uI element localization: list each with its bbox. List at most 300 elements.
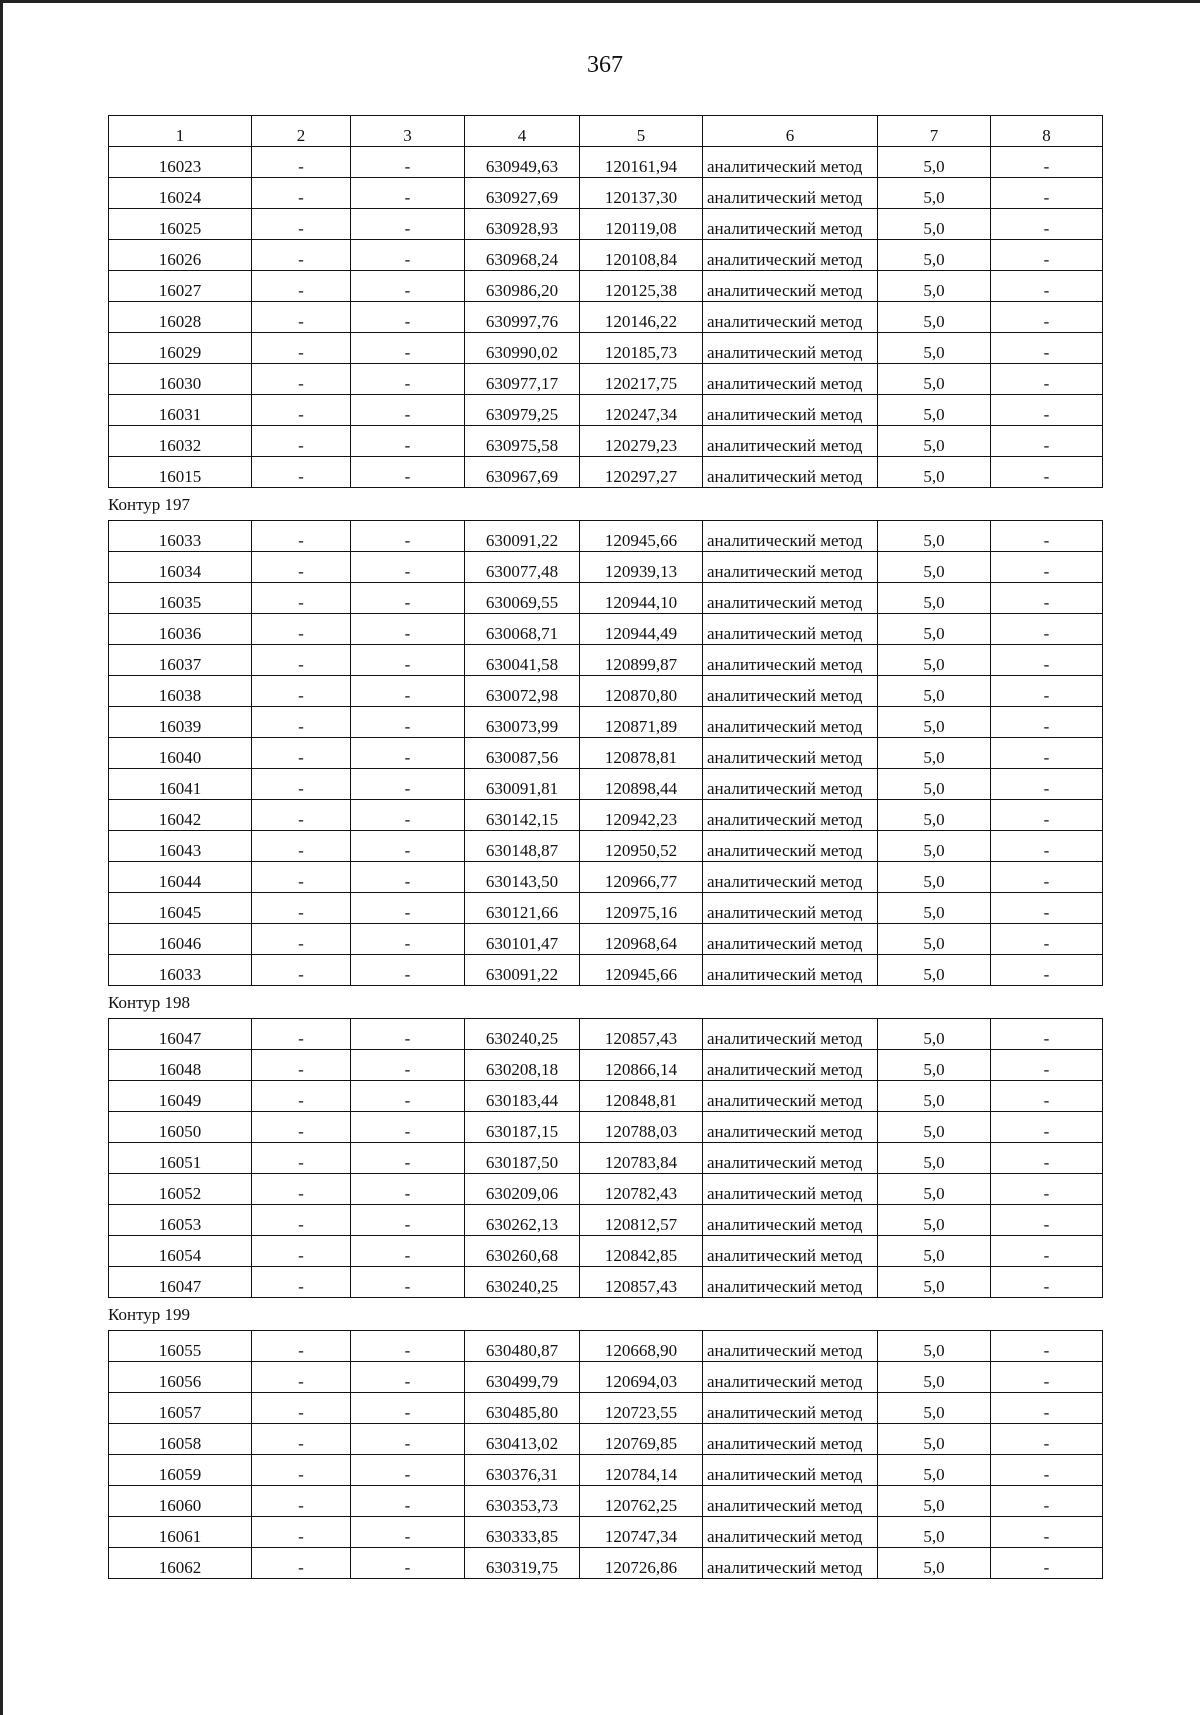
table-cell-col-2: -: [252, 1393, 351, 1424]
table-cell-col-6: аналитический метод: [703, 583, 878, 614]
table-cell-col-7: 5,0: [878, 1331, 991, 1362]
table-cell-col-4: 630977,17: [465, 364, 580, 395]
table-cell-col-8: -: [991, 1424, 1103, 1455]
table-row: [109, 1393, 1103, 1424]
table-row: [109, 178, 1103, 209]
table-row: [109, 1143, 1103, 1174]
table-cell-col-4: 630997,76: [465, 302, 580, 333]
table-cell-col-3: -: [351, 147, 465, 178]
table-cell-col-4: 630986,20: [465, 271, 580, 302]
table-cell-col-3: -: [351, 1174, 465, 1205]
table-cell-col-6: аналитический метод: [703, 831, 878, 862]
table-row: [109, 1019, 1103, 1050]
table-cell-col-6: аналитический метод: [703, 147, 878, 178]
table-cell-col-7: 5,0: [878, 645, 991, 676]
table-row: [109, 1205, 1103, 1236]
table-cell-col-1: 16028: [109, 302, 252, 333]
table-cell-col-2: -: [252, 862, 351, 893]
table-cell-col-2: -: [252, 209, 351, 240]
table-row: [109, 271, 1103, 302]
table-cell-col-6: аналитический метод: [703, 769, 878, 800]
table-cell-col-8: -: [991, 1236, 1103, 1267]
table-cell-col-1: 16056: [109, 1362, 252, 1393]
table-cell-col-6: аналитический метод: [703, 707, 878, 738]
table-cell-col-7: 5,0: [878, 924, 991, 955]
table-cell-col-5: 120898,44: [580, 769, 703, 800]
table-cell-col-7: 5,0: [878, 302, 991, 333]
table-cell-col-5: 120939,13: [580, 552, 703, 583]
table-row: [109, 800, 1103, 831]
table-cell-col-2: -: [252, 521, 351, 552]
table-cell-col-5: 120848,81: [580, 1081, 703, 1112]
table-cell-col-1: 16059: [109, 1455, 252, 1486]
table-cell-col-1: 16055: [109, 1331, 252, 1362]
table-cell-col-4: 630068,71: [465, 614, 580, 645]
table-cell-col-3: -: [351, 395, 465, 426]
table-cell-col-3: -: [351, 1236, 465, 1267]
table-cell-col-7: 5,0: [878, 1205, 991, 1236]
table-row: [109, 738, 1103, 769]
table-cell-col-7: 5,0: [878, 1050, 991, 1081]
table-cell-col-3: -: [351, 769, 465, 800]
table-cell-col-7: 5,0: [878, 1174, 991, 1205]
table-cell-col-4: 630209,06: [465, 1174, 580, 1205]
table-cell-col-3: -: [351, 1424, 465, 1455]
table-cell-col-1: 16054: [109, 1236, 252, 1267]
table-cell-col-8: -: [991, 240, 1103, 271]
table-cell-col-3: -: [351, 862, 465, 893]
table-cell-col-3: -: [351, 1081, 465, 1112]
table-row: [109, 924, 1103, 955]
table-row: [109, 1267, 1103, 1298]
table-cell-col-1: 16040: [109, 738, 252, 769]
table-cell-col-4: 630073,99: [465, 707, 580, 738]
table-cell-col-8: -: [991, 302, 1103, 333]
table-cell-col-2: -: [252, 831, 351, 862]
table-row: [109, 1517, 1103, 1548]
table-cell-col-5: 120137,30: [580, 178, 703, 209]
table-cell-col-5: 120668,90: [580, 1331, 703, 1362]
table-row: [109, 893, 1103, 924]
table-cell-col-8: -: [991, 955, 1103, 986]
table-cell-col-2: -: [252, 364, 351, 395]
table-cell-col-1: 16046: [109, 924, 252, 955]
table-cell-col-5: 120784,14: [580, 1455, 703, 1486]
table-cell-col-8: -: [991, 271, 1103, 302]
table-cell-col-8: -: [991, 457, 1103, 488]
table-cell-col-6: аналитический метод: [703, 1081, 878, 1112]
table-cell-col-5: 120119,08: [580, 209, 703, 240]
table-cell-col-8: -: [991, 862, 1103, 893]
table-cell-col-2: -: [252, 1236, 351, 1267]
table-row: [109, 1331, 1103, 1362]
table-cell-col-1: 16043: [109, 831, 252, 862]
table-cell-col-8: -: [991, 333, 1103, 364]
table-cell-col-2: -: [252, 1548, 351, 1579]
table-cell-col-3: -: [351, 271, 465, 302]
table-cell-col-8: -: [991, 676, 1103, 707]
table-cell-col-4: 630121,66: [465, 893, 580, 924]
table-cell-col-8: -: [991, 1486, 1103, 1517]
table-cell-col-2: -: [252, 924, 351, 955]
table-cell-col-2: -: [252, 738, 351, 769]
contour-table: [108, 1018, 1103, 1298]
table-cell-col-2: -: [252, 1517, 351, 1548]
table-cell-col-7: 5,0: [878, 769, 991, 800]
table-row: [109, 614, 1103, 645]
table-cell-col-3: -: [351, 1050, 465, 1081]
table-row: [109, 1455, 1103, 1486]
table-cell-col-3: -: [351, 831, 465, 862]
table-cell-col-1: 16047: [109, 1019, 252, 1050]
table-cell-col-2: -: [252, 1486, 351, 1517]
coordinates-document: [108, 115, 1102, 1579]
table-cell-col-5: 120866,14: [580, 1050, 703, 1081]
table-cell-col-4: 630968,24: [465, 240, 580, 271]
table-cell-col-4: 630143,50: [465, 862, 580, 893]
contour-label: Контур 199: [108, 1305, 191, 1324]
table-cell-col-5: 120857,43: [580, 1267, 703, 1298]
table-cell-col-1: 16045: [109, 893, 252, 924]
table-cell-col-5: 120783,84: [580, 1143, 703, 1174]
table-cell-col-6: аналитический метод: [703, 1112, 878, 1143]
table-cell-col-5: 120279,23: [580, 426, 703, 457]
table-cell-col-1: 16044: [109, 862, 252, 893]
table-cell-col-5: 120788,03: [580, 1112, 703, 1143]
table-row: [109, 521, 1103, 552]
table-cell-col-5: 120944,10: [580, 583, 703, 614]
table-cell-col-3: -: [351, 1517, 465, 1548]
table-cell-col-4: 630240,25: [465, 1267, 580, 1298]
table-cell-col-8: -: [991, 893, 1103, 924]
table-cell-col-2: -: [252, 1143, 351, 1174]
table-cell-col-4: 630072,98: [465, 676, 580, 707]
table-cell-col-6: аналитический метод: [703, 1455, 878, 1486]
table-cell-col-7: 5,0: [878, 1267, 991, 1298]
table-cell-col-8: -: [991, 209, 1103, 240]
table-cell-col-6: аналитический метод: [703, 1205, 878, 1236]
table-cell-col-6: аналитический метод: [703, 893, 878, 924]
table-cell-col-7: 5,0: [878, 457, 991, 488]
table-cell-col-6: аналитический метод: [703, 738, 878, 769]
table-cell-col-1: 16049: [109, 1081, 252, 1112]
table-cell-col-8: -: [991, 924, 1103, 955]
table-row: [109, 676, 1103, 707]
table-cell-col-1: 16062: [109, 1548, 252, 1579]
table-cell-col-8: -: [991, 1174, 1103, 1205]
table-cell-col-8: -: [991, 1112, 1103, 1143]
table-cell-col-2: -: [252, 800, 351, 831]
table-cell-col-4: 630183,44: [465, 1081, 580, 1112]
table-cell-col-4: 630091,22: [465, 521, 580, 552]
table-cell-col-2: -: [252, 271, 351, 302]
table-row: [109, 426, 1103, 457]
table-cell-col-3: -: [351, 800, 465, 831]
table-cell-col-1: 16031: [109, 395, 252, 426]
table-cell-col-8: -: [991, 831, 1103, 862]
table-row: [109, 955, 1103, 986]
table-cell-col-1: 16042: [109, 800, 252, 831]
table-cell-col-6: аналитический метод: [703, 1486, 878, 1517]
table-cell-col-1: 16029: [109, 333, 252, 364]
table-cell-col-1: 16027: [109, 271, 252, 302]
table-cell-col-6: аналитический метод: [703, 645, 878, 676]
table-cell-col-7: 5,0: [878, 1143, 991, 1174]
table-cell-col-1: 16051: [109, 1143, 252, 1174]
table-cell-col-4: 630091,81: [465, 769, 580, 800]
table-cell-col-6: аналитический метод: [703, 862, 878, 893]
table-cell-col-6: аналитический метод: [703, 1174, 878, 1205]
table-cell-col-3: -: [351, 552, 465, 583]
table-cell-col-1: 16026: [109, 240, 252, 271]
table-cell-col-5: 120782,43: [580, 1174, 703, 1205]
table-cell-col-8: -: [991, 552, 1103, 583]
table-cell-col-5: 120945,66: [580, 955, 703, 986]
table-row: [109, 645, 1103, 676]
table-cell-col-6: аналитический метод: [703, 178, 878, 209]
table-cell-col-6: аналитический метод: [703, 364, 878, 395]
table-cell-col-1: 16053: [109, 1205, 252, 1236]
table-cell-col-3: -: [351, 426, 465, 457]
table-cell-col-3: -: [351, 645, 465, 676]
table-cell-col-5: 120945,66: [580, 521, 703, 552]
table-cell-col-2: -: [252, 769, 351, 800]
table-cell-col-2: -: [252, 240, 351, 271]
table-cell-col-7: 5,0: [878, 831, 991, 862]
table-cell-col-7: 5,0: [878, 1112, 991, 1143]
header-cell-col-4: 4: [465, 116, 580, 147]
table-cell-col-2: -: [252, 333, 351, 364]
table-cell-col-2: -: [252, 457, 351, 488]
coordinates-table: [108, 115, 1103, 488]
table-cell-col-2: -: [252, 1205, 351, 1236]
table-cell-col-3: -: [351, 364, 465, 395]
table-cell-col-7: 5,0: [878, 178, 991, 209]
table-cell-col-5: 120975,16: [580, 893, 703, 924]
table-row: [109, 1050, 1103, 1081]
table-cell-col-3: -: [351, 924, 465, 955]
table-cell-col-2: -: [252, 1081, 351, 1112]
table-cell-col-3: -: [351, 614, 465, 645]
table-cell-col-8: -: [991, 1081, 1103, 1112]
table-cell-col-1: 16033: [109, 955, 252, 986]
table-cell-col-3: -: [351, 738, 465, 769]
table-row: [109, 583, 1103, 614]
table-cell-col-7: 5,0: [878, 676, 991, 707]
table-cell-col-8: -: [991, 178, 1103, 209]
table-cell-col-7: 5,0: [878, 893, 991, 924]
header-cell-col-8: 8: [991, 116, 1103, 147]
table-cell-col-4: 630208,18: [465, 1050, 580, 1081]
table-cell-col-1: 16047: [109, 1267, 252, 1298]
table-row: [109, 1236, 1103, 1267]
table-cell-col-8: -: [991, 769, 1103, 800]
table-cell-col-1: 16058: [109, 1424, 252, 1455]
table-cell-col-2: -: [252, 955, 351, 986]
table-cell-col-7: 5,0: [878, 209, 991, 240]
table-cell-col-6: аналитический метод: [703, 395, 878, 426]
table-cell-col-5: 120950,52: [580, 831, 703, 862]
table-cell-col-6: аналитический метод: [703, 1362, 878, 1393]
table-row: [109, 333, 1103, 364]
table-cell-col-3: -: [351, 521, 465, 552]
table-cell-col-2: -: [252, 302, 351, 333]
table-cell-col-3: -: [351, 1143, 465, 1174]
table-cell-col-3: -: [351, 178, 465, 209]
table-cell-col-2: -: [252, 1112, 351, 1143]
table-cell-col-5: 120161,94: [580, 147, 703, 178]
table-cell-col-5: 120899,87: [580, 645, 703, 676]
contour-table: [108, 520, 1103, 986]
header-cell-col-3: 3: [351, 116, 465, 147]
header-row: [109, 116, 1103, 147]
header-cell-col-5: 5: [580, 116, 703, 147]
table-cell-col-5: 120726,86: [580, 1548, 703, 1579]
table-cell-col-5: 120968,64: [580, 924, 703, 955]
table-row: [109, 1112, 1103, 1143]
table-cell-col-4: 630413,02: [465, 1424, 580, 1455]
table-cell-col-8: -: [991, 583, 1103, 614]
table-row: [109, 1424, 1103, 1455]
table-cell-col-5: 120762,25: [580, 1486, 703, 1517]
table-cell-col-4: 630187,50: [465, 1143, 580, 1174]
table-cell-col-6: аналитический метод: [703, 800, 878, 831]
contour-label: Контур 197: [108, 495, 191, 514]
table-cell-col-2: -: [252, 147, 351, 178]
table-cell-col-4: 630928,93: [465, 209, 580, 240]
scan-border-top: [0, 0, 1200, 3]
table-cell-col-2: -: [252, 1050, 351, 1081]
table-cell-col-7: 5,0: [878, 1517, 991, 1548]
table-cell-col-2: -: [252, 1019, 351, 1050]
table-cell-col-2: -: [252, 1174, 351, 1205]
table-cell-col-3: -: [351, 209, 465, 240]
table-cell-col-7: 5,0: [878, 147, 991, 178]
table-cell-col-5: 120870,80: [580, 676, 703, 707]
table-cell-col-7: 5,0: [878, 552, 991, 583]
table-cell-col-2: -: [252, 1362, 351, 1393]
table-cell-col-1: 16033: [109, 521, 252, 552]
table-cell-col-4: 630949,63: [465, 147, 580, 178]
table-cell-col-5: 120297,27: [580, 457, 703, 488]
table-cell-col-2: -: [252, 707, 351, 738]
table-cell-col-5: 120944,49: [580, 614, 703, 645]
table-cell-col-4: 630333,85: [465, 1517, 580, 1548]
table-cell-col-4: 630262,13: [465, 1205, 580, 1236]
table-cell-col-7: 5,0: [878, 1486, 991, 1517]
table-cell-col-4: 630187,15: [465, 1112, 580, 1143]
table-cell-col-6: аналитический метод: [703, 209, 878, 240]
table-cell-col-4: 630975,58: [465, 426, 580, 457]
table-cell-col-6: аналитический метод: [703, 521, 878, 552]
table-cell-col-7: 5,0: [878, 426, 991, 457]
table-cell-col-5: 120125,38: [580, 271, 703, 302]
table-row: [109, 1548, 1103, 1579]
table-cell-col-1: 16061: [109, 1517, 252, 1548]
table-cell-col-5: 120857,43: [580, 1019, 703, 1050]
table-cell-col-2: -: [252, 552, 351, 583]
table-cell-col-6: аналитический метод: [703, 271, 878, 302]
table-cell-col-6: аналитический метод: [703, 1236, 878, 1267]
table-cell-col-6: аналитический метод: [703, 1267, 878, 1298]
table-row: [109, 552, 1103, 583]
table-cell-col-1: 16060: [109, 1486, 252, 1517]
table-cell-col-8: -: [991, 521, 1103, 552]
table-cell-col-4: 630927,69: [465, 178, 580, 209]
table-cell-col-6: аналитический метод: [703, 1393, 878, 1424]
table-row: [109, 147, 1103, 178]
table-row: [109, 364, 1103, 395]
table-cell-col-7: 5,0: [878, 1393, 991, 1424]
table-cell-col-7: 5,0: [878, 1362, 991, 1393]
table-cell-col-8: -: [991, 1050, 1103, 1081]
table-cell-col-7: 5,0: [878, 738, 991, 769]
table-cell-col-1: 16038: [109, 676, 252, 707]
table-cell-col-6: аналитический метод: [703, 1548, 878, 1579]
table-cell-col-7: 5,0: [878, 1019, 991, 1050]
table-cell-col-2: -: [252, 645, 351, 676]
table-cell-col-3: -: [351, 302, 465, 333]
table-cell-col-3: -: [351, 333, 465, 364]
table-cell-col-4: 630990,02: [465, 333, 580, 364]
table-cell-col-4: 630979,25: [465, 395, 580, 426]
table-cell-col-7: 5,0: [878, 333, 991, 364]
scan-border-left: [0, 0, 3, 1715]
table-cell-col-8: -: [991, 707, 1103, 738]
table-cell-col-3: -: [351, 1267, 465, 1298]
table-cell-col-7: 5,0: [878, 1236, 991, 1267]
table-cell-col-5: 120108,84: [580, 240, 703, 271]
table-cell-col-2: -: [252, 426, 351, 457]
table-row: [109, 1486, 1103, 1517]
table-cell-col-8: -: [991, 1362, 1103, 1393]
table-cell-col-3: -: [351, 1331, 465, 1362]
table-cell-col-6: аналитический метод: [703, 1050, 878, 1081]
table-cell-col-6: аналитический метод: [703, 426, 878, 457]
table-cell-col-1: 16037: [109, 645, 252, 676]
table-cell-col-8: -: [991, 645, 1103, 676]
table-row: [109, 862, 1103, 893]
table-cell-col-6: аналитический метод: [703, 1517, 878, 1548]
table-cell-col-6: аналитический метод: [703, 240, 878, 271]
table-cell-col-6: аналитический метод: [703, 1424, 878, 1455]
table-cell-col-2: -: [252, 178, 351, 209]
table-cell-col-3: -: [351, 1393, 465, 1424]
header-cell-col-6: 6: [703, 116, 878, 147]
table-cell-col-7: 5,0: [878, 707, 991, 738]
table-cell-col-3: -: [351, 240, 465, 271]
table-cell-col-8: -: [991, 1019, 1103, 1050]
table-cell-col-4: 630142,15: [465, 800, 580, 831]
table-cell-col-3: -: [351, 707, 465, 738]
table-cell-col-8: -: [991, 395, 1103, 426]
table-cell-col-6: аналитический метод: [703, 1143, 878, 1174]
table-cell-col-1: 16057: [109, 1393, 252, 1424]
table-cell-col-7: 5,0: [878, 614, 991, 645]
table-cell-col-4: 630499,79: [465, 1362, 580, 1393]
table-cell-col-6: аналитический метод: [703, 552, 878, 583]
table-cell-col-3: -: [351, 1455, 465, 1486]
table-cell-col-5: 120694,03: [580, 1362, 703, 1393]
table-cell-col-2: -: [252, 676, 351, 707]
table-cell-col-3: -: [351, 955, 465, 986]
table-row: [109, 707, 1103, 738]
table-cell-col-8: -: [991, 614, 1103, 645]
table-cell-col-3: -: [351, 1362, 465, 1393]
table-row: [109, 240, 1103, 271]
table-cell-col-1: 16030: [109, 364, 252, 395]
table-cell-col-1: 16024: [109, 178, 252, 209]
